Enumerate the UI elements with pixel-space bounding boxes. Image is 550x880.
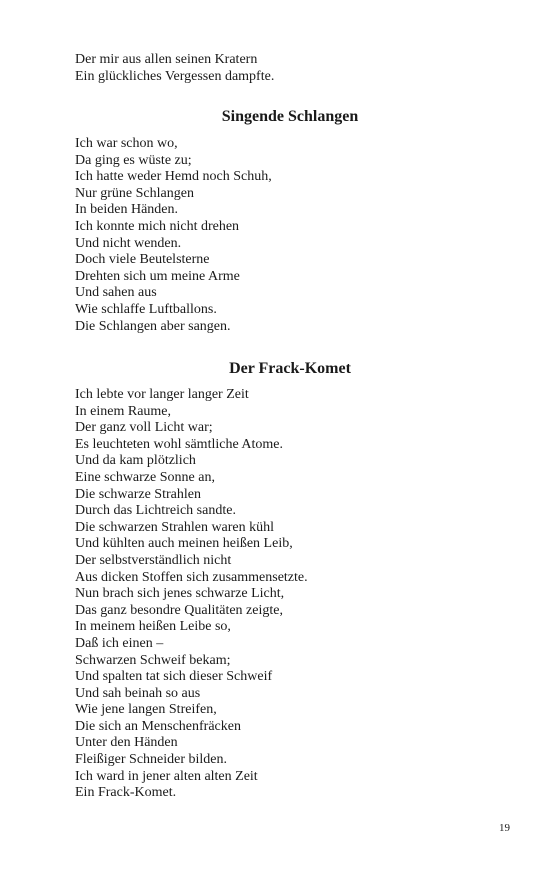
poem-line: Schwarzen Schweif bekam; <box>75 652 231 668</box>
poem-line: Daß ich einen – <box>75 635 164 651</box>
poem-line: Ich hatte weder Hemd noch Schuh, <box>75 169 272 185</box>
poem-line: Fleißiger Schneider bilden. <box>75 752 228 768</box>
poem-line: Und kühlten auch meinen heißen Leib, <box>75 536 293 552</box>
poem-line: Es leuchteten wohl sämtliche Atome. <box>75 436 284 452</box>
poem-body-der-frack-komet <box>75 387 495 802</box>
poem-line: Aus dicken Stoffen sich zusammensetzte. <box>75 569 308 585</box>
poem-line: Ich konnte mich nicht drehen <box>75 218 240 234</box>
poem-line: Da ging es wüste zu; <box>75 152 192 168</box>
poem-line: Die schwarze Strahlen <box>75 486 201 502</box>
poem-line: In beiden Händen. <box>75 202 179 218</box>
page-number: 19 <box>499 822 510 834</box>
poem-line: Und da kam plötzlich <box>75 453 196 469</box>
poem-line: Drehten sich um meine Arme <box>75 268 240 284</box>
poem-line: Wie schlaffe Luftballons. <box>75 301 217 317</box>
poem-line: Ich lebte vor langer langer Zeit <box>75 387 249 402</box>
poem-body-singende-schlangen <box>75 136 495 335</box>
poem-line: Der selbstverständlich nicht <box>75 552 232 568</box>
poem-line: Ich ward in jener alten alten Zeit <box>75 768 258 784</box>
poem-line: Ich war schon wo, <box>75 136 178 151</box>
poem-line: Ein Frack-Komet. <box>75 785 177 801</box>
poem-line: Nun brach sich jenes schwarze Licht, <box>75 586 285 602</box>
poem-line: Die Schlangen aber sangen. <box>75 318 231 334</box>
poem-line: Die schwarzen Strahlen waren kühl <box>75 519 275 535</box>
poem-line: Wie jene langen Streifen, <box>75 702 217 718</box>
poem-line: Unter den Händen <box>75 735 178 751</box>
poem-line: Eine schwarze Sonne an, <box>75 469 215 485</box>
poem-line: Und spalten tat sich dieser Schweif <box>75 669 273 685</box>
poem-line: Und nicht wenden. <box>75 235 182 251</box>
poem-line: Der mir aus allen seinen Kratern <box>75 52 258 67</box>
poem-title-der-frack-komet: Der Frack-Komet <box>229 360 351 377</box>
poem-line: Die sich an Menschenfräcken <box>75 718 241 734</box>
poem-line: Das ganz besondre Qualitäten zeigte, <box>75 602 283 618</box>
poem-title-singende-schlangen: Singende Schlangen <box>221 108 359 125</box>
poem-line: Und sah beinah so aus <box>75 685 201 701</box>
poem-line: Durch das Lichtreich sandte. <box>75 503 236 519</box>
poem-line: In meinem heißen Leibe so, <box>75 619 231 635</box>
continuation-stanza <box>75 52 495 85</box>
poem-line: Und sahen aus <box>75 285 157 301</box>
poem-line: Ein glückliches Vergessen dampfte. <box>75 68 275 84</box>
poem-line: Nur grüne Schlangen <box>75 185 194 201</box>
poem-line: Der ganz voll Licht war; <box>75 420 213 436</box>
poem-line: Doch viele Beutelsterne <box>75 252 210 268</box>
poem-line: In einem Raume, <box>75 403 172 419</box>
